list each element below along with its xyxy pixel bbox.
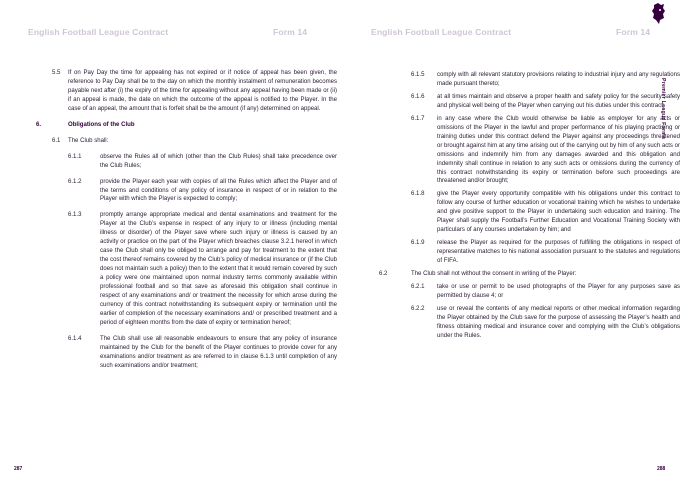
right-header-form: Form 14 [616,27,651,37]
clause-number: 6.1.9 [411,240,425,247]
clause-number: 6.2 [379,271,388,278]
clause-number: 6.2.2 [411,305,425,312]
clause-text: at all times maintain and observe a proper health and safety policy for the security safety and physical well being of the Player when carrying out his duties under this contract; [437,93,680,109]
clause-text: take or use or permit to be used photographs of the Player for any purposes save as permitted by clause 4; or [437,284,680,299]
clause-number: 6.1.7 [411,115,425,122]
clause-5-5 [52,69,337,114]
section-title: Obligations of the Club [68,121,135,128]
clause-6-1-7 [395,115,680,187]
section-6-heading [36,121,337,130]
clause-text: If on Pay Day the time for appealing has not expired or if notice of appeal has been given, the reference to Pay Day shall be to the day on which the monthly instalment of remuneration becomes payable next after (i) the expiry of the time for appealing without any appeal having been made or (ii) if an appeal is made, the date on which the outcome of the appeal is notified to the Player. In the case of an appeal, the amount that is forfeit shall be the amount (if any) determined on appeal. [68,70,337,112]
clause-text: use or reveal the contents of any medical reports or other medical information regarding the Player obtained by the Club save for the purpose of assessing the Player’s health and fitness obtaining medical and insurance cover and complying with the Club’s obligations under the Rules. [437,305,680,339]
clause-number: 6.1.6 [411,93,425,100]
clause-number: 6.1.2 [68,178,82,185]
clause-text: provide the Player each year with copies of all the Rules which affect the Player and of the terms and conditions of any policy of insurance in respect of or in relation to the Player with which the Player is expected to comply; [100,178,337,203]
clause-number: 5.5 [52,70,61,76]
premier-league-logo-icon [651,3,667,25]
clause-text: The Club shall not without the consent in writing of the Player: [411,271,577,278]
left-header-title: English Football League Contract [28,27,169,37]
clause-number: 6.1.8 [411,191,425,198]
page-number-right: 288 [657,466,666,472]
clause-6-1-5 [395,71,680,89]
clause-text: comply with all relevant statutory provisions relating to industrial injury and any regulations made pursuant thereto; [437,72,680,87]
clause-text: in any case where the Club would otherwise be liable as employer for any acts or omissions of the Player in the lawful and proper performance of his playing practising or training duties under this contract defend the Player against any proceedings threatened or brought against him at any time arising out of the carrying out by him of any such acts or omissions and indemnify him from any damages awarded and this obligation and indemnity shall continue in relation to any such acts or omissions during the currency of this contract notwithstanding its expiry or termination before such proceedings are threatened and/or brought; [437,115,680,185]
clause-text: The Club shall use all reasonable endeavours to ensure that any policy of insurance maintained by the Club for the benefit of the Player continues to provide cover for any examinations and/or treatment as are referred to in clause 6.1.3 until completion of any such examinations and/or treatment; [100,335,337,369]
clause-number: 6.1.4 [68,335,82,342]
clause-6-1-8 [395,190,680,235]
clause-6-1-1 [52,153,337,171]
clause-6-1-6 [395,93,680,111]
page-number-left: 287 [14,466,23,472]
left-column [36,69,337,371]
clause-6-1-3 [52,211,337,327]
clause-6-1 [52,137,337,146]
clause-number: 6.1 [52,137,61,144]
clause-number: 6.1.1 [68,153,82,160]
clause-text: observe the Rules all of which (other than the Club Rules) shall take precedence over the Club Rules; [100,153,337,169]
clause-6-2-1 [395,283,680,301]
clause-6-1-4 [52,335,337,371]
clause-number: 6.2.1 [411,284,425,291]
clause-6-1-2 [52,178,337,205]
right-column [379,71,680,341]
section-number: 6. [36,121,42,128]
clause-text: give the Player every opportunity compatible with his obligations under this contract to follow any course of further education or vocational training which he wishes to undertake and give positive support to the Player in undertaking such education and training. The Player shall supply the Football’s Further Education and Vocational Training Society with particulars of any courses undertaken by him; and [437,191,680,234]
side-section-label: Premier League Forms [660,78,666,140]
clause-6-1-9 [395,239,680,266]
clause-text: The Club shall: [68,137,109,144]
clause-6-2 [379,270,680,279]
clause-number: 6.1.3 [68,212,82,219]
clause-text: release the Player as required for the purposes of fulfilling the obligations in respect of representative matches to his national association pursuant to the statutes and regulations of FIFA. [437,240,680,265]
left-header-form: Form 14 [273,27,308,37]
right-header-title: English Football League Contract [371,27,512,37]
clause-6-2-2 [395,305,680,341]
clause-number: 6.1.5 [411,72,425,78]
clause-text: promptly arrange appropriate medical and dental examinations and treatment for the Player at the Club’s expense in respect of any injury to or illness (including mental illness or disorder) of the Player save where such injury or illness is caused by an activity or practice on the part of the Player which breaches clause 3.2.1 hereof in which case the Club shall only be obliged to arrange and pay for treatment to the extent that the cost thereof remains covered by the Club’s policy of medical insurance or (if the Club does not maintain such a policy) then to the extent that it would remain covered by such a policy were one maintained upon normal industry terms commonly available within professional football and so that save as aforesaid this obligation shall continue in respect of any examinations and/ or treatment the necessity for which arose during the currency of this contract notwithstanding its subsequent expiry or termination until the earlier of completion of the necessary examinations and/ or prescribed treatment and a period of eighteen months from the date of expiry or termination hereof; [100,212,337,326]
